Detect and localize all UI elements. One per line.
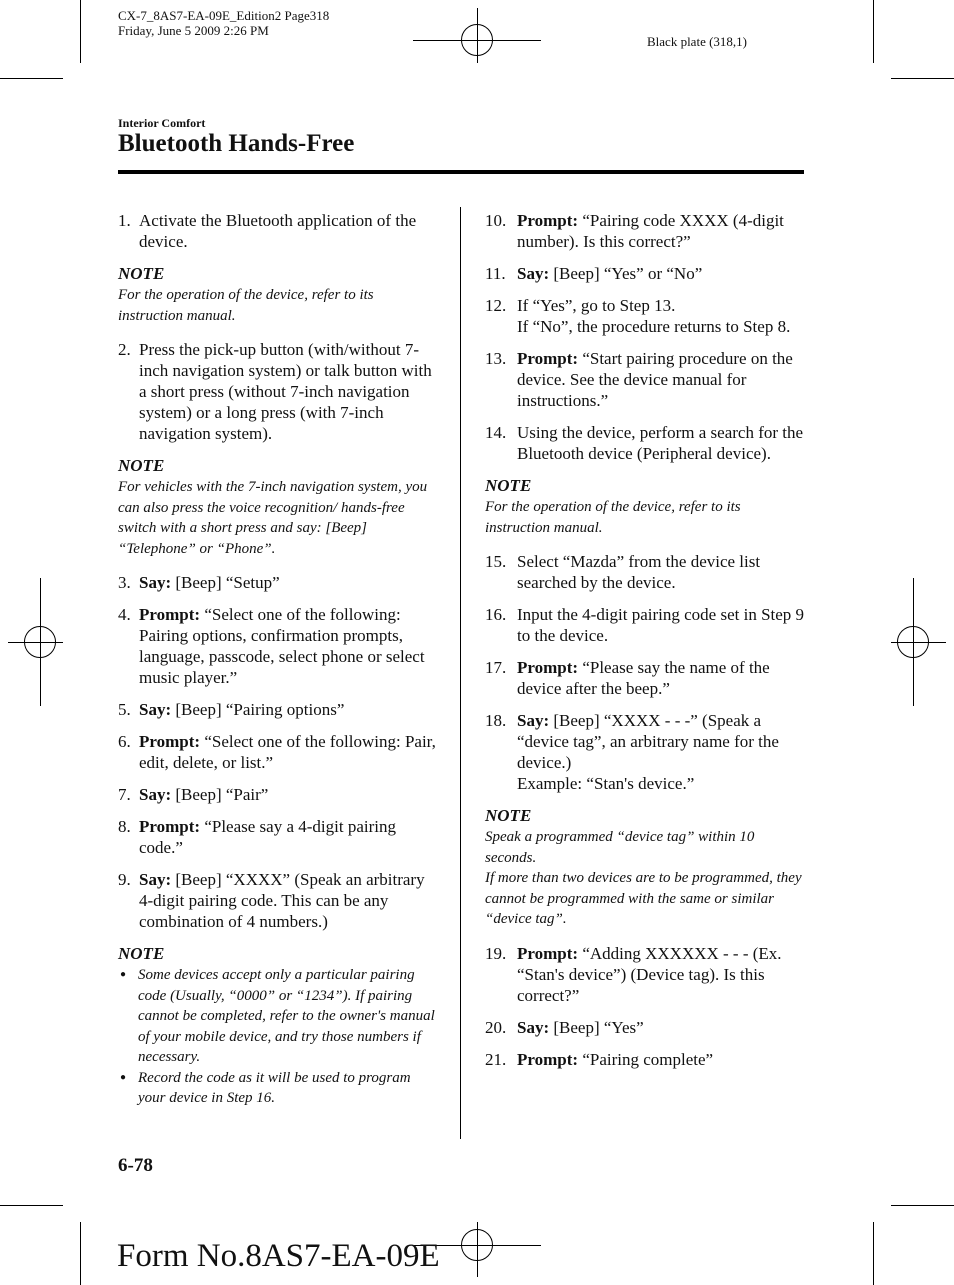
step-text: [Beep] “Pairing options” — [171, 700, 345, 719]
step-9 — [118, 869, 438, 932]
page-number: 6-78 — [118, 1155, 153, 1176]
step-text: [Beep] “Pair” — [171, 785, 269, 804]
note-2 — [118, 455, 438, 559]
step-lead: Prompt: — [517, 658, 579, 677]
step-2 — [118, 339, 438, 444]
step-text: “Adding XXXXXX - - - (Ex. “Stan's device”) (Device tag). Is this correct?” — [517, 943, 782, 1005]
step-text: [Beep] “Setup” — [171, 573, 280, 592]
step-number: 8. — [118, 817, 131, 836]
form-number: Form No.8AS7-EA-09E — [117, 1238, 440, 1274]
step-20 — [485, 1017, 807, 1038]
step-lead: Prompt: — [139, 605, 201, 624]
step-lead: Say: — [517, 711, 550, 730]
note-bullet-text: Record the code as it will be used to program your device in Step 16. — [138, 1069, 411, 1106]
step-number: 14. — [485, 423, 507, 442]
note-3 — [118, 943, 438, 1109]
step-text-line: If “No”, the procedure returns to Step 8. — [517, 317, 791, 336]
step-example: Example: “Stan's device.” — [517, 774, 695, 793]
step-number: 5. — [118, 700, 131, 719]
step-number: 19. — [485, 943, 507, 963]
note-title: NOTE — [485, 476, 532, 495]
bullet-icon: ● — [120, 969, 127, 980]
step-10 — [485, 210, 807, 252]
step-text: “Pairing complete” — [578, 1049, 714, 1069]
step-14 — [485, 422, 807, 464]
step-7 — [118, 784, 438, 805]
black-plate-label: Black plate (318,1) — [647, 34, 747, 49]
step-lead: Say: — [517, 1017, 550, 1037]
step-16 — [485, 604, 807, 646]
note-text: Speak a programmed “device tag” within 10 seconds. — [485, 829, 755, 866]
step-13 — [485, 348, 807, 411]
crop-mark-bottom-right-h — [891, 1205, 954, 1206]
step-12 — [485, 295, 807, 337]
step-1 — [118, 210, 438, 252]
note-title: NOTE — [118, 264, 165, 283]
step-4 — [118, 604, 438, 688]
step-5 — [118, 699, 438, 720]
note-title: NOTE — [118, 944, 165, 963]
note-bullet-item — [118, 1068, 438, 1109]
step-number: 20. — [485, 1017, 507, 1037]
step-text: Activate the Bluetooth application of the device. — [139, 211, 417, 251]
section-label: Interior Comfort — [118, 116, 206, 130]
crop-mark-bottom-left-v — [80, 1222, 81, 1285]
note-1 — [118, 263, 438, 326]
step-text-line: If “Yes”, go to Step 13. — [517, 296, 676, 315]
step-lead: Prompt: — [517, 943, 579, 963]
step-11 — [485, 263, 807, 284]
step-lead: Prompt: — [517, 1049, 579, 1069]
step-text: Input the 4-digit pairing code set in Step 9 to the device. — [517, 605, 805, 645]
step-text: [Beep] “XXXX - - -” (Speak a “device tag”, an arbitrary name for the device.) — [517, 711, 779, 772]
step-number: 17. — [485, 658, 507, 677]
step-number: 11. — [485, 264, 506, 283]
crop-mark-top-right-v — [873, 0, 874, 63]
step-lead: Say: — [517, 264, 550, 283]
note-5 — [485, 805, 807, 930]
print-header-file — [118, 8, 329, 38]
crop-mark-top-left-v — [80, 0, 81, 63]
crop-mark-top-left-h — [0, 78, 63, 79]
step-17 — [485, 657, 807, 699]
crop-mark-bottom-left-h — [0, 1205, 63, 1206]
step-text: “Please say the name of the device after the beep.” — [517, 658, 770, 698]
step-15 — [485, 551, 807, 593]
right-column — [485, 210, 807, 1081]
page-title: Bluetooth Hands-Free — [118, 130, 355, 157]
step-lead: Prompt: — [517, 211, 579, 230]
step-number: 16. — [485, 605, 507, 624]
step-number: 6. — [118, 732, 131, 751]
step-lead: Say: — [139, 785, 172, 804]
step-text: [Beep] “Yes” — [549, 1017, 644, 1037]
print-date-line: Friday, June 5 2009 2:26 PM — [118, 23, 269, 38]
step-text: [Beep] “XXXX” (Speak an arbitrary 4-digit pairing code. This can be any combination of 4 numbers.) — [139, 870, 425, 931]
step-text: Press the pick-up button (with/without 7-inch navigation system) or talk button with a short press (without 7-inch navigation system) or a long press (with 7-inch navigation system). — [139, 340, 432, 443]
left-column — [118, 210, 438, 1122]
step-number: 1. — [118, 211, 131, 230]
step-lead: Say: — [139, 700, 172, 719]
crop-mark-bottom-right-v — [873, 1222, 874, 1285]
note-4 — [485, 475, 807, 538]
step-19 — [485, 943, 807, 1006]
step-lead: Prompt: — [139, 732, 201, 751]
step-text: Select “Mazda” from the device list searched by the device. — [517, 552, 761, 592]
note-text: For vehicles with the 7-inch navigation system, you can also press the voice recognition/ hands-free switch with a short press and say: [Beep] “Telephone” or “Phone”. — [118, 479, 428, 557]
step-21 — [485, 1049, 807, 1070]
step-number: 7. — [118, 785, 131, 804]
step-number: 4. — [118, 605, 131, 624]
step-number: 18. — [485, 711, 507, 730]
step-3 — [118, 572, 438, 593]
title-rule — [118, 170, 804, 174]
step-6 — [118, 731, 438, 773]
step-number: 13. — [485, 349, 507, 368]
step-lead: Say: — [139, 573, 172, 592]
bullet-icon: ● — [120, 1071, 127, 1083]
step-lead: Prompt: — [517, 349, 579, 368]
note-title: NOTE — [485, 806, 532, 825]
step-number: 2. — [118, 340, 131, 359]
step-lead: Say: — [139, 870, 172, 889]
step-text: “Select one of the following: Pair, edit, delete, or list.” — [139, 732, 436, 772]
step-number: 21. — [485, 1049, 507, 1069]
step-number: 3. — [118, 573, 131, 592]
step-text: “Select one of the following: Pairing options, confirmation prompts, language, passcode, select phone or select music player.” — [139, 605, 425, 687]
step-text: “Start pairing procedure on the device. See the device manual for instructions.” — [517, 349, 793, 410]
note-text: For the operation of the device, refer to its instruction manual. — [118, 287, 374, 324]
print-file-line: CX-7_8AS7-EA-09E_Edition2 Page318 — [118, 8, 330, 23]
step-lead: Prompt: — [139, 817, 201, 836]
step-number: 10. — [485, 211, 507, 230]
note-bullet-item — [118, 965, 438, 1068]
note-text: If more than two devices are to be programmed, they cannot be programmed with the same or similar “device tag”. — [485, 870, 802, 927]
note-bullet-text: Some devices accept only a particular pairing code (Usually, “0000” or “1234”). If pairing cannot be completed, refer to the owner's manual of your mobile device, and try those numbers if necessary. — [138, 967, 435, 1065]
step-8 — [118, 816, 438, 858]
note-bullet-list — [118, 965, 438, 1109]
column-divider — [460, 207, 461, 1139]
note-text: For the operation of the device, refer to its instruction manual. — [485, 499, 741, 536]
step-number: 15. — [485, 552, 507, 571]
step-number: 9. — [118, 870, 131, 889]
step-18 — [485, 710, 807, 794]
step-number: 12. — [485, 296, 507, 315]
note-title: NOTE — [118, 456, 165, 475]
step-text: [Beep] “Yes” or “No” — [549, 264, 703, 283]
crop-mark-top-right-h — [891, 78, 954, 79]
step-text: “Please say a 4-digit pairing code.” — [139, 817, 396, 857]
step-text: “Pairing code XXXX (4-digit number). Is this correct?” — [517, 211, 784, 251]
step-text: Using the device, perform a search for the Bluetooth device (Peripheral device). — [517, 423, 804, 463]
